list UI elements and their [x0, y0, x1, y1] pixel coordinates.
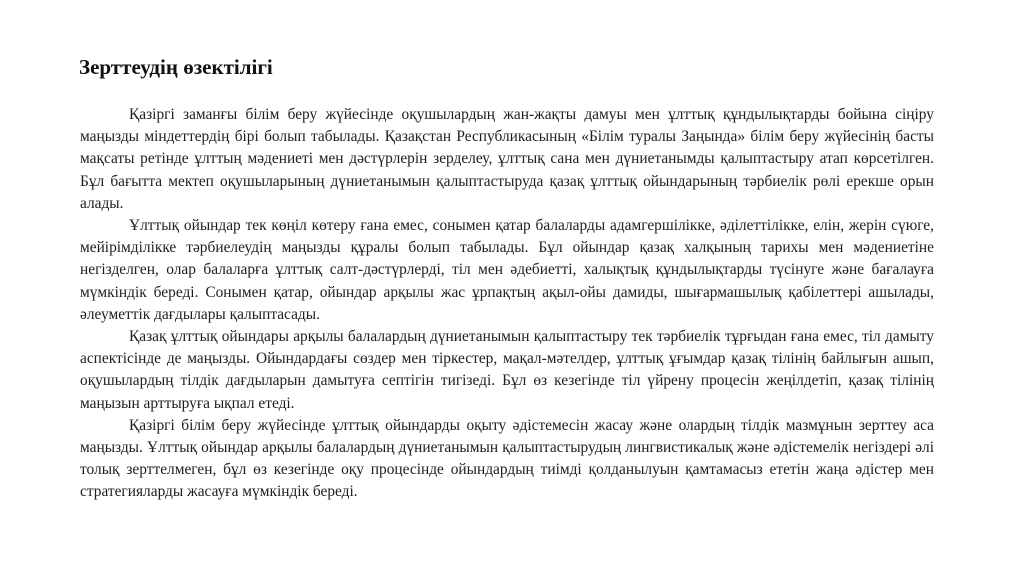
- paragraph-2: Ұлттық ойындар тек көңіл көтеру ғана емес, сонымен қатар балаларды адамгершілікке, әділеттілікке, елін, жерін сүюге, мейірімділікке тәрбиелеудің маңызды құралы болып табылады. Бұл ойындар қазақ халқының тарихы мен мәдениетіне негізделген, олар балаларға ұлттық салт-дәстүрлерді, тіл мен әдебиетті, халықтық құндылықтарды түсінуге және бағалауға мүмкіндік береді. Сонымен қатар, ойындар арқылы жас ұрпақтың ақыл-ойы дамиды, шығармашылық қабілеттері ашылады, әлеуметтік дағдылары қалыптасады.: [80, 217, 934, 323]
- paragraph-4: Қазіргі білім беру жүйесінде ұлттық ойындарды оқыту әдістемесін жасау және олардың тілдік мазмұнын зерттеу аса маңызды. Ұлттық ойындар арқылы балалардың дүниетанымын қалыптастырудың лингвистикалық және әдістемелік негіздері әлі толық зерттелмеген, бұл өз кезегінде оқу процесінде ойындардың тиімді қолданылуын қамтамасыз ететін жаңа әдістер мен стратегияларды жасауға мүмкіндік береді.: [80, 416, 934, 501]
- slide-title: Зерттеудің өзектілігі: [79, 55, 273, 79]
- paragraph-3: Қазақ ұлттық ойындары арқылы балалардың дүниетанымын қалыптастыру тек тәрбиелік тұрғыдан ғана емес, тіл дамыту аспектісінде де маңызды. Ойындардағы сөздер мен тіркестер, мақал-мәтелдер, ұлттық ұғымдар қазақ тілінің байлығын ашып, оқушылардың тілдік дағдыларын дамытуға септігін тигізеді. Бұл өз кезегінде тіл үйрену процесін жеңілдетіп, қазақ тілінің маңызын арттыруға ықпал етеді.: [80, 328, 934, 412]
- paragraph-1: Қазіргі заманғы білім беру жүйесінде оқушылардың жан-жақты дамуы мен ұлттық құндылықтарды бойына сіңіру маңызды міндеттердің бірі болып табылады. Қазақстан Республикасының «Білім туралы Заңында» білім беру жүйесінің басты мақсаты ретінде ұлттың мәдениеті мен дәстүрлерін зерделеу, ұлттық сана мен дүниетанымды қалыптастыру атап көрсетілген. Бұл бағытта мектеп оқушыларының дүниетанымын қалыптастыруда қазақ ұлттық ойындарының тәрбиелік рөлі ерекше орын алады.: [80, 106, 934, 212]
- slide-body: [80, 104, 934, 504]
